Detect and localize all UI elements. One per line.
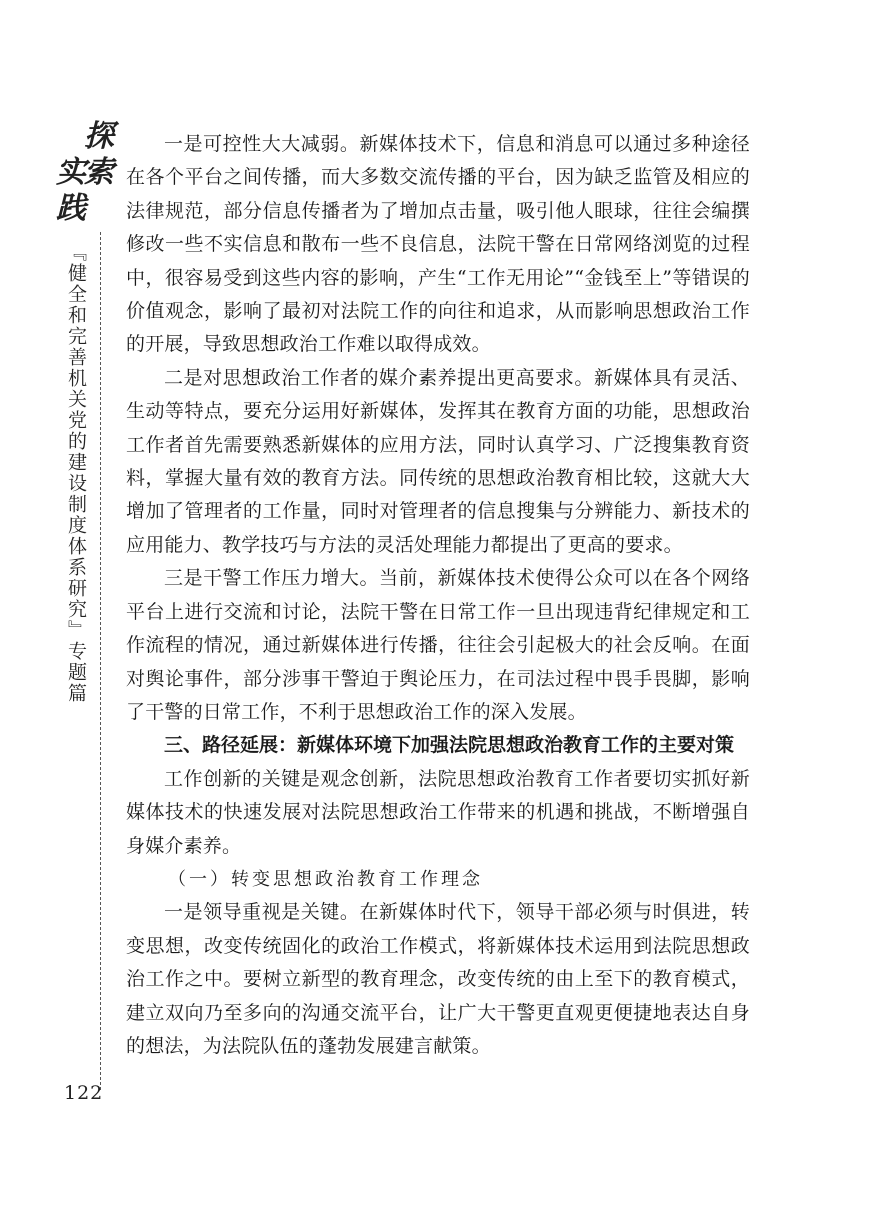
section-heading: 三、路径延展：新媒体环境下加强法院思想政治教育工作的主要对策 (164, 734, 735, 757)
main-text (126, 128, 750, 1063)
series-title-char: 实 (56, 155, 86, 190)
paragraph: 三是干警工作压力增大。当前，新媒体技术使得公众可以在各个网络平台上进行交流和讨论，法院干警在日常工作一旦出现违背纪律规定和工作流程的情况，通过新媒体进行传播，往往会引起极大的社会反响。在面对舆论事件，部分涉事干警迫于舆论压力，在司法过程中畏手畏脚，影响了干警的日常工作，不利于思想政治工作的深入发展。 (126, 567, 750, 723)
page-number: 122 (64, 1082, 104, 1104)
paragraph: 工作创新的关键是观念创新，法院思想政治教育工作者要切实抓好新媒体技术的快速发展对法院思想政治工作带来的机遇和挑战，不断增强自身媒介素养。 (126, 767, 750, 857)
series-title-logo (56, 119, 120, 232)
series-title-char: 探 (84, 119, 114, 154)
series-title-char: 索 (84, 155, 114, 190)
paragraph: 一是领导重视是关键。在新媒体时代下，领导干部必须与时俱进，转变思想，改变传统固化的政治工作模式，将新媒体技术运用到法院思想政治工作之中。要树立新型的教育理念，改变传统的由上至下的教育模式，建立双向乃至多向的沟通交流平台，让广大干警更直观更便捷地表达自身的想法，为法院队伍的蓬勃发展建言献策。 (126, 901, 750, 1057)
series-title-char: 践 (56, 191, 86, 226)
subsection-heading: （一）转变思想政治教育工作理念 (168, 868, 483, 890)
running-header-vertical: 『健全和完善机关党的建设制度体系研究』专题篇 (65, 242, 87, 704)
paragraph: 一是可控性大大减弱。新媒体技术下，信息和消息可以通过多种途径在各个平台之间传播，而大多数交流传播的平台，因为缺乏监管及相应的法律规范，部分信息传播者为了增加点击量，吸引他人眼球，往往会编撰修改一些不实信息和散布一些不良信息，法院干警在日常网络浏览的过程中，很容易受到这些内容的影响，产生“工作无用论”“金钱至上”等错误的价值观念，影响了最初对法院工作的向往和追求，从而影响思想政治工作的开展，导致思想政治工作难以取得成效。 (126, 133, 750, 356)
dashed-divider (100, 232, 101, 1090)
paragraph: 二是对思想政治工作者的媒介素养提出更高要求。新媒体具有灵活、生动等特点，要充分运用好新媒体，发挥其在教育方面的功能，思想政治工作者首先需要熟悉新媒体的应用方法，同时认真学习、广泛搜集教育资料，掌握大量有效的教育方法。同传统的思想政治教育相比较，这就大大增加了管理者的工作量，同时对管理者的信息搜集与分辨能力、新技术的应用能力、教学技巧与方法的灵活处理能力都提出了更高的要求。 (126, 366, 750, 556)
